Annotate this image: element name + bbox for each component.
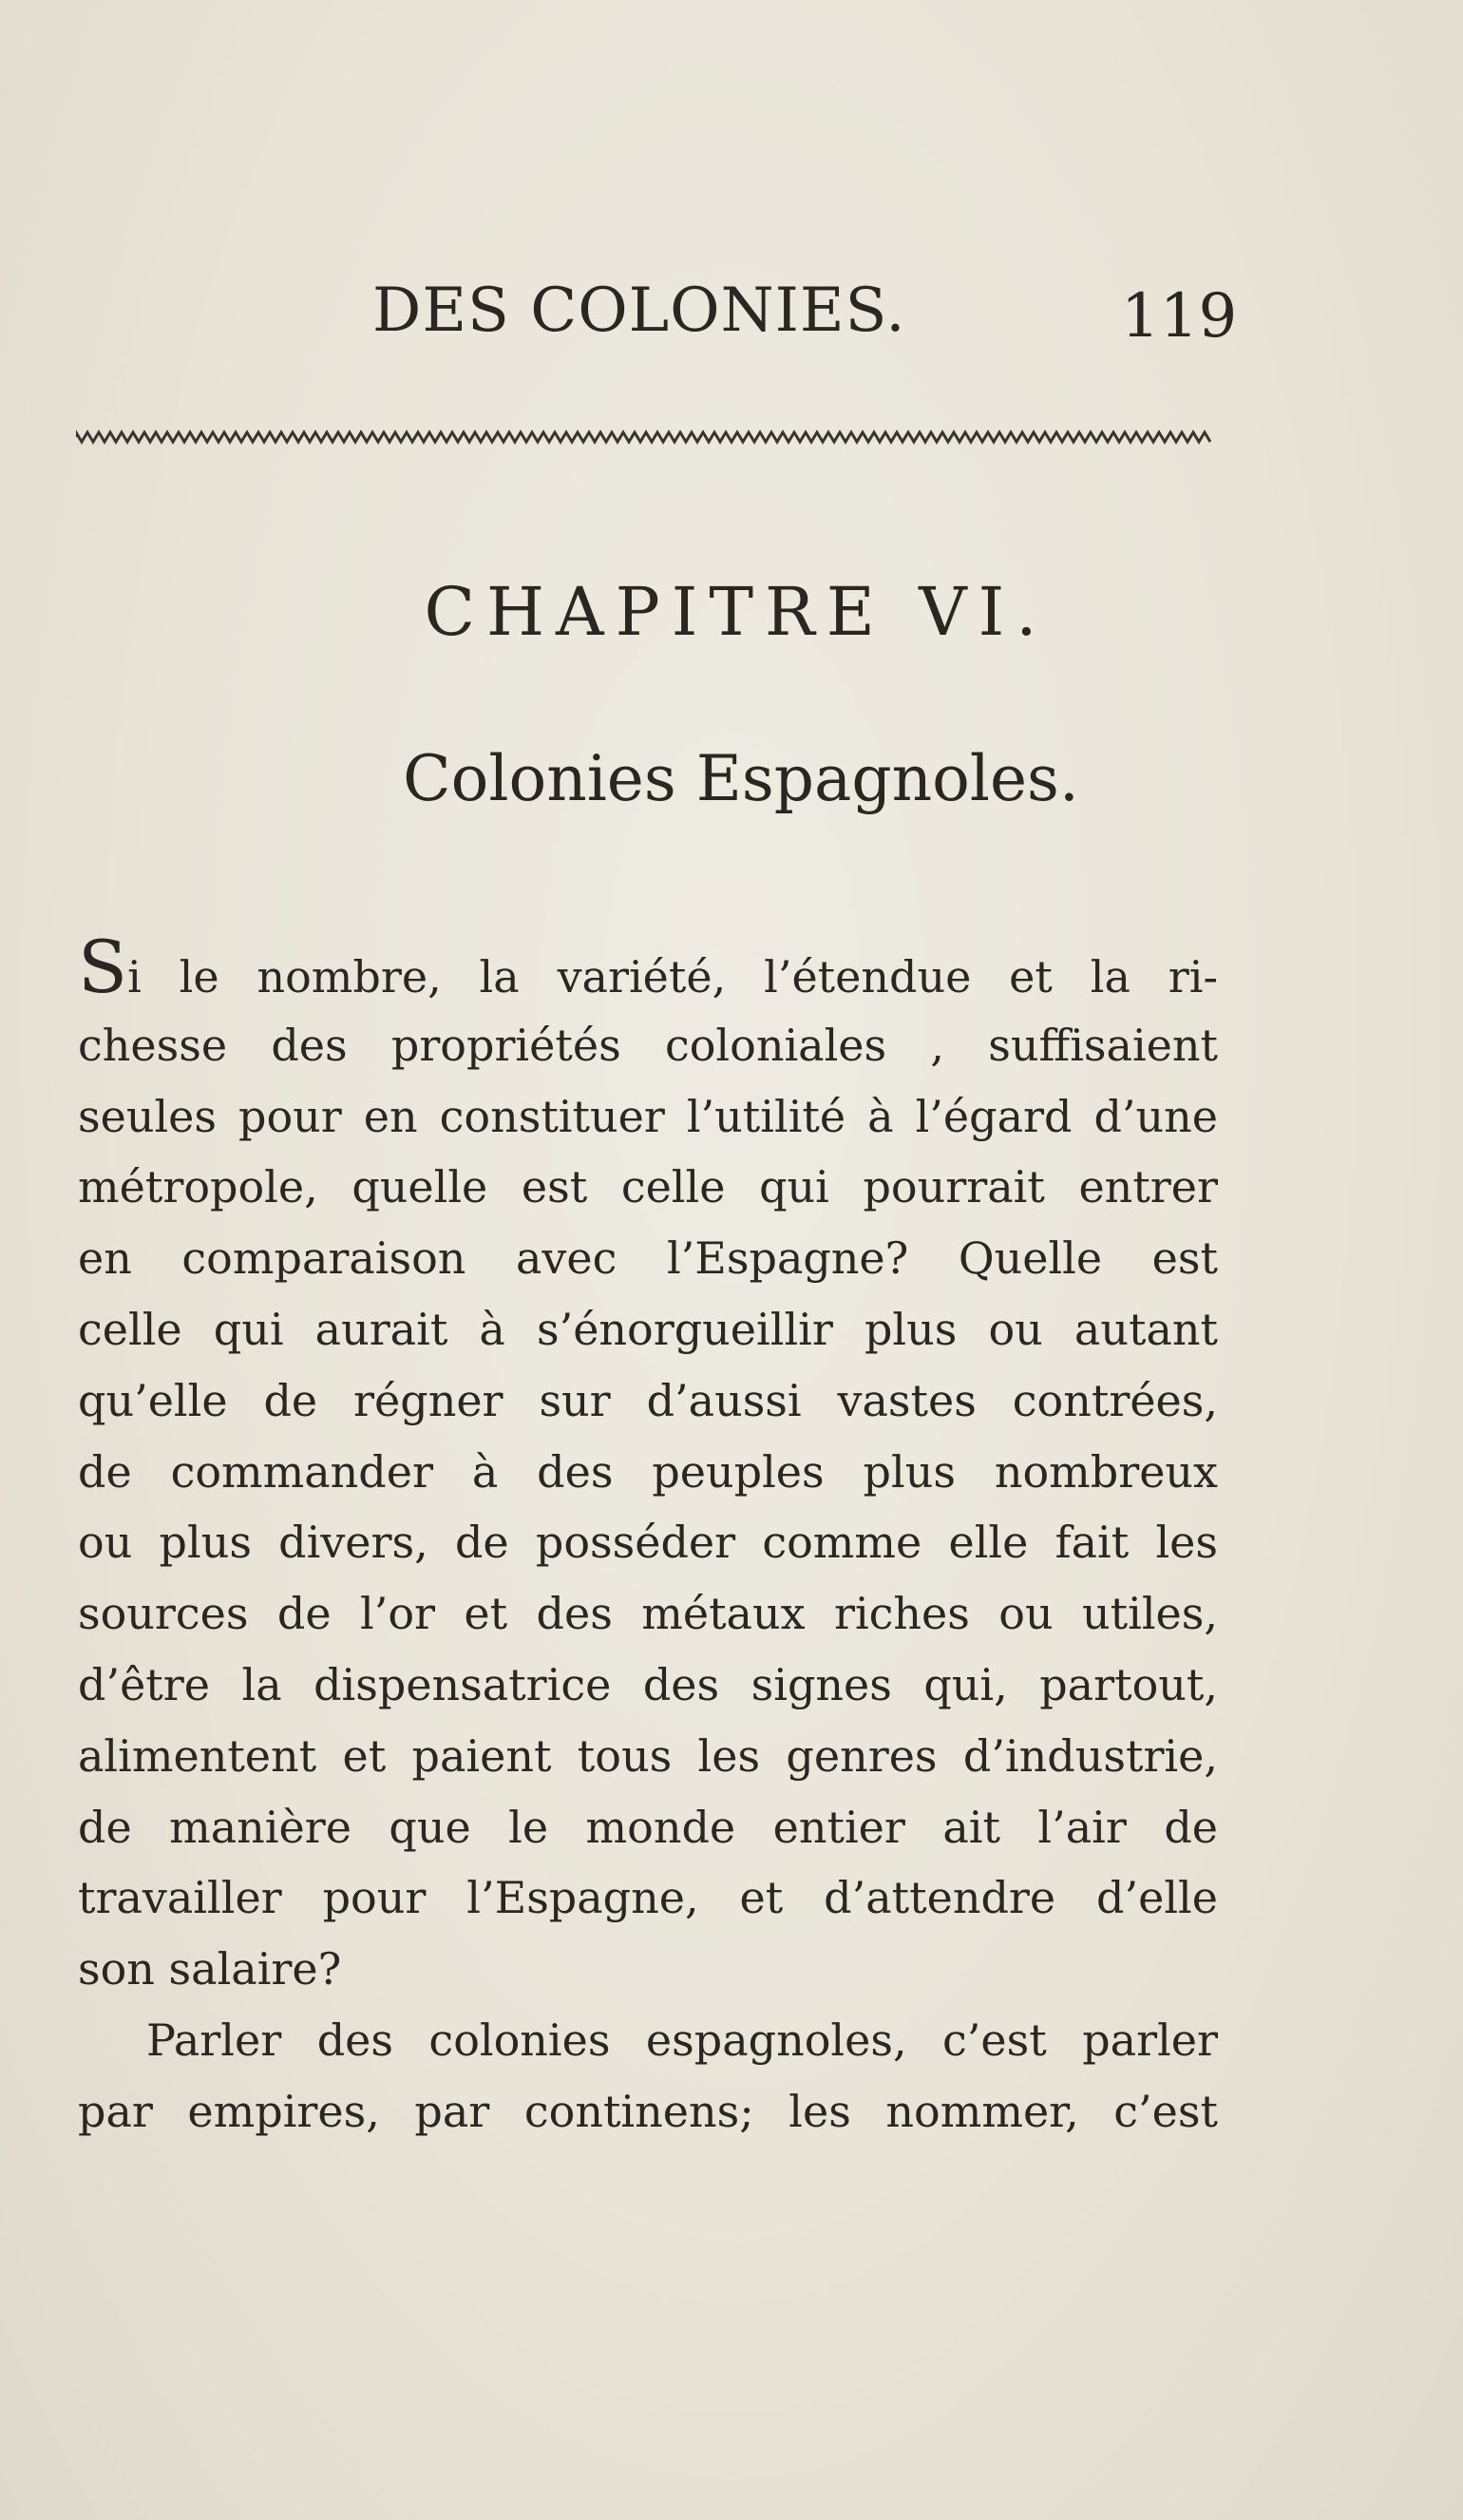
first-line-rest: i le nombre, la variété, l’étendue et la ri- (127, 951, 1218, 1002)
text-line: chesse des propriétés coloniales , suffisaient (78, 1019, 1218, 1071)
running-title: DES COLONIES. (372, 276, 906, 346)
text-line: travailler pour l’Espagne, et d’attendre d’elle (78, 1872, 1218, 1924)
text-line: en comparaison avec l’Espagne? Quelle est (78, 1232, 1218, 1285)
chapter-title: CHAPITRE VI. (424, 573, 1049, 651)
chapter-subtitle: Colonies Espagnoles. (403, 742, 1079, 815)
text-line: celle qui aurait à s’énorgueillir plus ou autant (78, 1303, 1218, 1355)
text-line: d’être la dispensatrice des signes qui, partout, (78, 1658, 1218, 1710)
text-line: de manière que le monde entier ait l’air de (78, 1801, 1218, 1853)
text-line: par empires, par continens; les nommer, c’est (78, 2085, 1218, 2137)
text-line: métropole, quelle est celle qui pourrait entrer (78, 1161, 1218, 1213)
text-line: Parler des colonies espagnoles, c’est parler (146, 2014, 1218, 2066)
text-line: alimentent et paient tous les genres d’industrie, (78, 1729, 1218, 1782)
text-line: sources de l’or et des métaux riches ou utiles, (78, 1588, 1218, 1640)
text-line: seules pour en constituer l’utilité à l’égard d’une (78, 1090, 1218, 1142)
text-line: ou plus divers, de posséder comme elle fait les (78, 1517, 1218, 1569)
page-number: 119 (1121, 281, 1238, 352)
text-line: qu’elle de régner sur d’aussi vastes contrées, (78, 1374, 1218, 1426)
text-line: son salaire? (78, 1943, 342, 1995)
body-text (78, 925, 1218, 2148)
text-line-1 (78, 925, 1218, 1010)
running-header (0, 268, 1463, 353)
ornamental-rule (76, 430, 1211, 445)
drop-initial: S (78, 925, 128, 1009)
text-line: de commander à des peuples plus nombreux (78, 1445, 1218, 1498)
